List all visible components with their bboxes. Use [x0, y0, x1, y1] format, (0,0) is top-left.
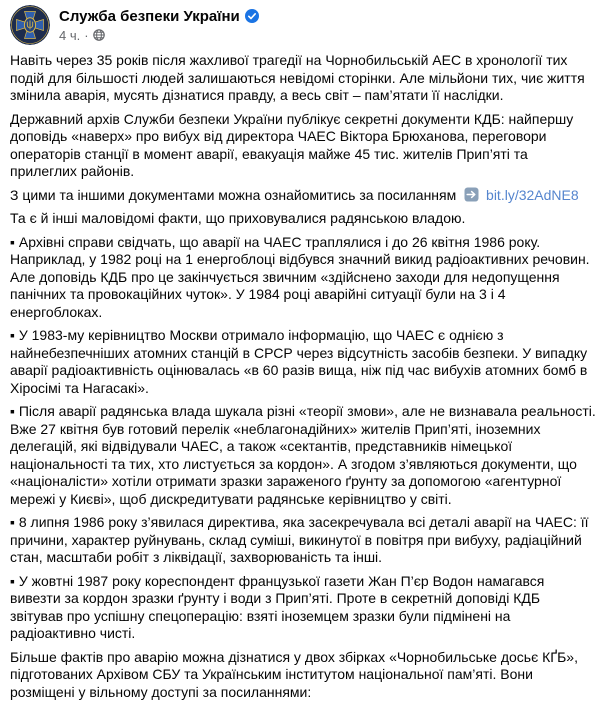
bitly-link[interactable]: bit.ly/32AdNE8 — [486, 186, 579, 203]
post-meta — [59, 28, 259, 43]
post-body — [10, 52, 596, 701]
bullet-archive-cases: ▪ Архівні справи свідчать, що аварії на ЧАЕС траплялися і до 26 квітня 1986 року. Наприклад, у 1982 році на 1 енергоблоці відбувся значний викид радіоактивних речовин. Але доповідь КДБ про це закінчується звичним «здійснено заходи для недопущення панічних та провокаційних чуток». У 1984 році аварійні ситуації були на 3 і 4 енергоблоках. — [10, 233, 590, 320]
globe-privacy-icon — [93, 29, 105, 41]
avatar[interactable] — [10, 5, 50, 45]
verified-badge-icon — [245, 9, 259, 23]
bullet-moscow-1983: ▪ У 1983-му керівництво Москви отримало інформацію, що ЧАЕС є однією з найнебезпечніших атомних станцій в СРСР через відсутність засобів безпеки. У випадку аварії радіоактивність оцінювалась «в 60 разів вища, ніж під час вибухів атомних бомб в Хіросімі та Нагасакі». — [10, 327, 588, 396]
timestamp[interactable]: 4 ч. — [59, 27, 81, 43]
intro-paragraph: Навіть через 35 років після жахливої трагедії на Чорнобильській АЕС в хронології тих подій для більшості людей залишаються невідомі сторінки. Але мільйони тих, чиє життя змінила аварія, мусять дізнатися правду, а весь світ – пам’ятати її наслідки. — [10, 52, 585, 103]
kgb-documents-paragraph: Державний архів Служби безпеки України публікує секретні документи КДБ: найпершу доповідь «наверх» про вибух від директора ЧАЕС Віктора Брюханова, переговори операторів станції в момент аварії, евакуація майже 45 тис. жителів Прип’яті та прилеглих районів. — [10, 110, 574, 179]
link-paragraph — [10, 187, 596, 205]
bullet-french-journalist-1987: ▪ У жовтні 1987 року кореспондент французької газети Жан П’єр Водон намагався вивезти за кордон зразки ґрунту і води з Прип’яті. Проте в секретній доповіді КДБ звітував про успішну спецоперацію: взяті іноземцем зразки були підмінені на радіоактивно чисті. — [10, 572, 545, 641]
name-row — [59, 8, 259, 25]
bullet-directive-1986: ▪ 8 липня 1986 року з’явилася директива, яка засекречувала всі деталі аварії на ЧАЕС: її причини, характер руйнувань, склад суміші, викинутої в повітря при вибуху, радіаційний стан, масштаби робіт з ліквідації, захворюваність та інші. — [10, 514, 589, 565]
page-name-link[interactable]: Служба безпеки України — [59, 7, 240, 25]
bullet-conspiracy-theories: ▪ Після аварії радянська влада шукала різні «теорії змови», але не визнавала реальності. Вже 27 квітня був готовий перелік «неблагонадійних» жителів Прип’яті, іноземних делегацій, які відвідували ЧАЕС, а також «сектантів, представників німецької національності та тих, хто листується за кордон». А згодом з’являються документи, що «націоналісти» хотіли отримати зразки зараженого ґрунту за допомогою «агентурної мережі у Києві», щоб дискредитувати радянське керівництво у світі. — [10, 403, 596, 507]
link-lead-text: З цими та іншими документами можна ознайомитись за посиланням — [10, 186, 457, 203]
meta-separator: · — [84, 27, 89, 43]
closing-paragraph: Більше фактів про аварію можна дізнатися у двох збірках «Чорнобильське досьє КҐБ», підготованих Архівом СБУ та Українським інститутом національної пам’яті. Вони розміщені у вільному доступі за посиланнями: — [10, 648, 578, 700]
other-facts-paragraph: Та є й інші маловідомі факти, що приховувалися радянською владою. — [10, 210, 466, 226]
post-header — [10, 5, 596, 45]
sbu-emblem-icon — [10, 5, 50, 45]
header-info — [59, 8, 259, 43]
right-arrow-emoji — [464, 187, 479, 202]
